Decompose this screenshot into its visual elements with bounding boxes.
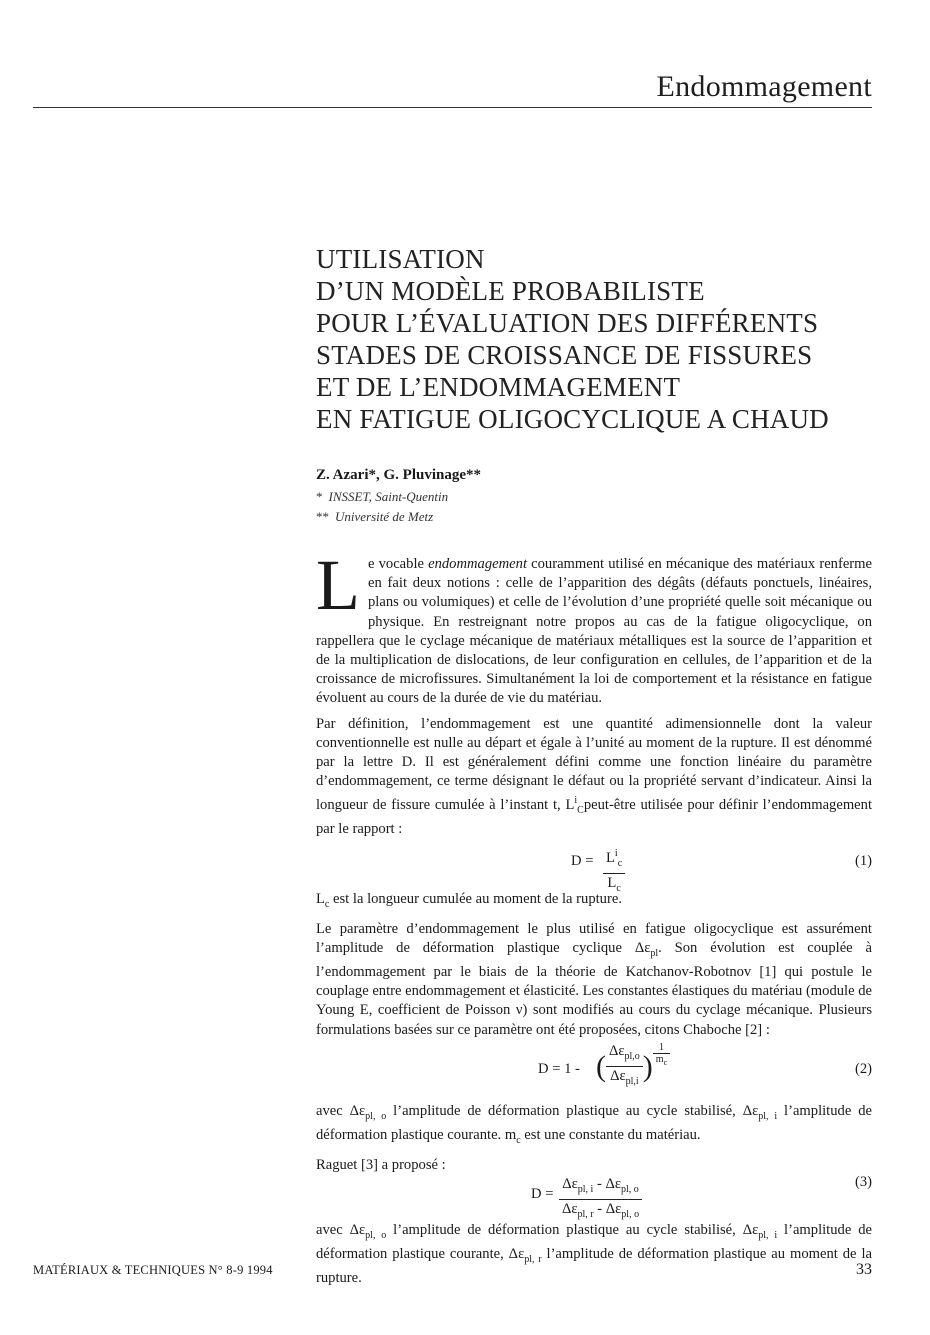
subscript: pl, o	[621, 1184, 639, 1196]
text: l’amplitude de déformation plastique courante. m	[316, 1102, 873, 1143]
subscript: pl, o	[365, 1230, 387, 1242]
article-body	[316, 545, 873, 1295]
numerator	[603, 844, 625, 874]
numerator	[559, 1175, 642, 1200]
paragraph-6: Raguet [3] a proposé :	[316, 1157, 446, 1174]
subscript: pl, o	[621, 1209, 640, 1221]
symbol: L	[607, 874, 617, 891]
paragraph-1	[316, 545, 872, 709]
text: . Son évolution est couplée à l’endommagement par le biais de la théorie de Katchanov-Robotnov [1] qui postule le couplage entre endommagement et élasticité. Les constantes élastiques du matériau (module de Young E, coefficient de Poisson ν) sont modifiés au cours du cyclage mécanique. Plusieurs formulations basées sur ce paramètre ont été proposées, citons Chaboche [2] :	[316, 939, 873, 1038]
symbol: Δε	[562, 1176, 578, 1193]
eq-lhs: D =	[531, 1186, 554, 1203]
subscript: pl, r	[524, 1254, 542, 1266]
eq-fraction	[559, 1175, 642, 1224]
eq-fraction	[603, 844, 625, 898]
text: est la longueur cumulée au moment de la rupture.	[329, 890, 622, 907]
eq-expression	[596, 1042, 670, 1091]
subscript: pl,i	[625, 1075, 639, 1087]
symbol: Δε	[562, 1201, 578, 1218]
subscript: pl, i	[758, 1110, 778, 1122]
equation-number: (1)	[854, 852, 872, 869]
paragraph-4	[316, 920, 872, 1040]
text: est une constante du matériau.	[520, 1126, 701, 1143]
denominator	[603, 874, 625, 898]
paren-right: )	[642, 1049, 653, 1083]
text: l’amplitude de déformation plastique courante, Δε	[316, 1222, 873, 1263]
page-number: 33	[856, 1261, 872, 1278]
title-line: ET DE L’ENDOMMAGEMENT	[316, 372, 681, 402]
denominator	[653, 1054, 670, 1068]
subscript: C	[577, 805, 584, 817]
equation-number: (3)	[854, 1174, 872, 1191]
authors: Z. Azari*, G. Pluvinage**	[316, 467, 481, 483]
numerator: 1	[653, 1042, 670, 1054]
text: Par définition, l’endommagement est une quantité adimensionnelle dont la valeur conventionnelle est nulle au départ et égale à l’unité au moment de la rupture. Il est dénommé par la lettre D. Il est généralement défini comme une fonction linéaire du paramètre d’endommagement, ce terme désignant le défaut ou la propriété servant d’indicateur. Ainsi la longueur de fissure cumulée à l’instant t, L	[316, 715, 872, 814]
header-rule	[33, 107, 872, 108]
text: avec Δε	[316, 1222, 366, 1239]
title-line: EN FATIGUE OLIGOCYCLIQUE A CHAUD	[316, 404, 829, 434]
text: avec Δε	[316, 1102, 366, 1119]
subscript: pl, o	[365, 1110, 387, 1122]
denominator	[559, 1200, 642, 1224]
symbol: Δε	[610, 1067, 626, 1084]
exponent-fraction	[653, 1042, 670, 1068]
superscript: i	[574, 795, 578, 807]
paragraph-3	[316, 890, 872, 914]
affiliation-text: Université de Metz	[335, 509, 434, 524]
text: Le paramètre d’endommagement le plus utilisé en fatigue oligocyclique est assurément l’amplitude de déformation plastique cyclique Δε	[316, 920, 872, 956]
subscript: c	[616, 882, 621, 894]
symbol: L	[316, 890, 325, 907]
drop-cap: L	[316, 545, 360, 625]
title-line: UTILISATION	[316, 244, 485, 274]
title-line: STADES DE CROISSANCE DE FISSURES	[316, 340, 813, 370]
article-title	[316, 243, 896, 435]
subscript: c	[324, 898, 330, 910]
subscript: pl, i	[577, 1184, 594, 1196]
equation-number: (2)	[854, 1060, 872, 1077]
equation-2	[316, 1041, 872, 1098]
superscript: i	[614, 847, 618, 859]
affiliation-1	[316, 489, 448, 505]
text: l’amplitude de déformation plastique au cycle stabilisé, Δε	[386, 1222, 759, 1239]
symbol: m	[655, 1053, 664, 1065]
eq-lhs: D = 1 -	[538, 1060, 580, 1077]
text: l’amplitude de déformation plastique au moment de la rupture.	[316, 1246, 872, 1287]
symbol: - Δε	[593, 1176, 622, 1193]
equation-3	[316, 1174, 872, 1221]
numerator	[606, 1042, 643, 1067]
affiliation-text: INSSET, Saint-Quentin	[328, 489, 449, 504]
eq-lhs: D =	[571, 852, 594, 869]
eq-fraction	[606, 1042, 643, 1091]
paren-left: (	[596, 1049, 606, 1083]
section-heading: Endommagement	[656, 70, 872, 103]
subscript: pl, i	[758, 1230, 778, 1242]
text: couramment utilisé en mécanique des matériaux renferme en fait deux notions : celle de l’apparition des dégâts (défauts ponctuels, linéaires, plans ou volumiques) et celle de l’évolution d’une propriété quelle soit mécanique ou physique. En restreignant notre propos au cas de la fatigue oligocyclique, on rappellera que le cyclage mécanique de matériaux métalliques est la source de l’apparition et de la multiplication de dislocations, de leur configuration en cellules, de l’apparition et de la croissance de microfissures. Simultanément la loi de comportement et la résistance en fatigue évoluent au cours de la durée de vie du matériau.	[316, 556, 872, 707]
subscript: c	[663, 1057, 668, 1067]
symbol: Δε	[609, 1042, 625, 1059]
paragraph-5	[316, 1102, 872, 1150]
title-line: D’UN MODÈLE PROBABILISTE	[316, 276, 705, 306]
affiliation-mark: *	[316, 489, 323, 504]
paragraph-7	[316, 1221, 872, 1288]
equation-1	[316, 846, 872, 894]
journal-footer: MATÉRIAUX & TECHNIQUES N° 8-9 1994	[33, 1263, 273, 1277]
affiliation-mark: **	[316, 509, 329, 524]
subscript: pl,o	[624, 1050, 640, 1062]
subscript: c	[617, 857, 623, 869]
emphasis: endommagement	[428, 556, 527, 572]
text: peut-être utilisée pour définir l’endommagement par le rapport :	[316, 797, 872, 838]
subscript: c	[516, 1134, 521, 1146]
subscript: pl, r	[577, 1209, 594, 1221]
symbol: L	[606, 849, 615, 866]
paragraph-2	[316, 715, 872, 840]
text: e vocable	[367, 556, 429, 572]
subscript: pl	[650, 947, 659, 959]
symbol: - Δε	[593, 1201, 622, 1218]
text: l’amplitude de déformation plastique au cycle stabilisé, Δε	[386, 1102, 759, 1119]
denominator	[606, 1067, 643, 1091]
title-line: POUR L’ÉVALUATION DES DIFFÉRENTS	[316, 308, 819, 338]
affiliation-2	[316, 509, 433, 525]
